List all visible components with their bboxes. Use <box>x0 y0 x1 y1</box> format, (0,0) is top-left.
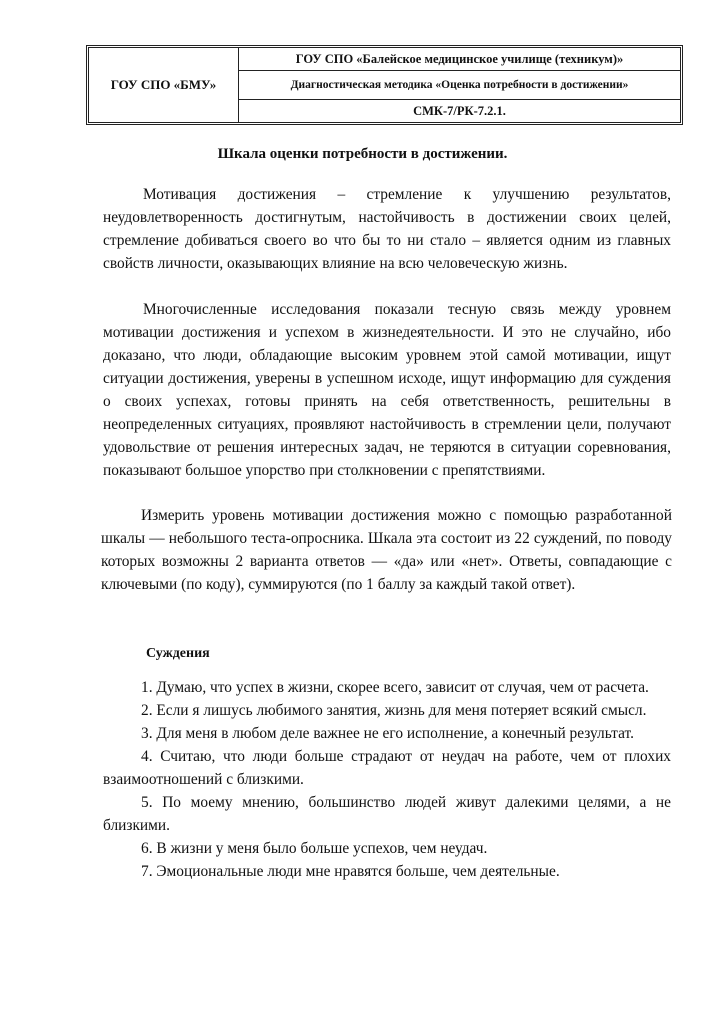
paragraph-intro: Мотивация достижения – стремление к улучшению результатов, неудовлетворенность достигнутым, настойчивость в достижении своих целей, стремление добиваться своего во что бы то ни стало – является одним из главных свойств личности, оказывающих влияние на всю человеческую жизнь. <box>103 186 671 272</box>
page-title: Шкала оценки потребности в достижении. <box>217 146 508 162</box>
section-title: Суждения <box>146 646 210 661</box>
document-header-table <box>86 45 683 125</box>
paragraph-research: Многочисленные исследования показали тесную связь между уровнем мотивации достижения и успехом в жизнедеятельности. И это не случайно, ибо доказано, что люди, обладающие высоким уровнем этой самой мотивации, ищут ситуации достижения, уверены в успешном исходе, ищут информацию для суждения о своих успехах, готовы принять на себя ответственность, решительны в неопределенных ситуациях, проявляют настойчивость в стремлении цели, получают удовольствие от решения интересных задач, не теряются в ситуации соревнования, показывают большое упорство при столкновении с препятствиями. <box>103 301 671 479</box>
list-item: 5. По моему мнению, большинство людей живут далекими целями, а не близкими. <box>103 794 671 834</box>
list-item: 1. Думаю, что успех в жизни, скорее всего, зависит от случая, чем от расчета. <box>141 679 649 696</box>
list-item: 2. Если я лишусь любимого занятия, жизнь для меня потеряет всякий смысл. <box>141 702 647 719</box>
statements-list <box>103 676 671 883</box>
org-short-name: ГОУ СПО «БМУ» <box>89 48 239 122</box>
list-item: 3. Для меня в любом деле важнее не его исполнение, а конечный результат. <box>141 725 634 742</box>
list-item: 7. Эмоциональные люди мне нравятся больше, чем деятельные. <box>141 863 560 880</box>
paragraph-measurement: Измерить уровень мотивации достижения можно с помощью разработанной шкалы — небольшого теста-опросника. Шкала эта состоит из 22 суждений, по поводу которых возможны 2 варианта ответов — «да» или «нет». Ответы, совпадающие с ключевыми (по коду), суммируются (по 1 баллу за каждый такой ответ). <box>101 507 672 593</box>
list-item: 6. В жизни у меня было больше успехов, чем неудач. <box>141 840 488 857</box>
document-code: СМК-7/РК-7.2.1. <box>413 103 506 118</box>
list-item: 4. Считаю, что люди больше страдают от неудач на работе, чем от плохих взаимоотношений с близкими. <box>103 748 671 788</box>
method-name: Диагностическая методика «Оценка потребности в достижении» <box>239 71 680 100</box>
org-full-name: ГОУ СПО «Балейское медицинское училище (техникум)» <box>239 48 680 71</box>
